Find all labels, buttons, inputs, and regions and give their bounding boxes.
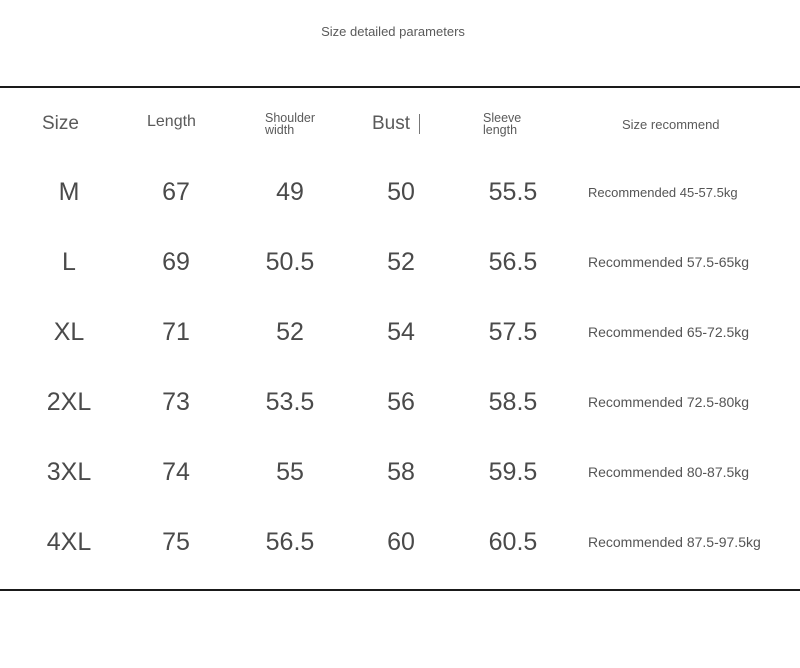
cell-size: 2XL	[46, 387, 92, 416]
cell-size: L	[62, 247, 76, 276]
cell-bust: 54	[387, 317, 415, 346]
table-row	[0, 507, 800, 577]
table-row	[0, 367, 800, 437]
cell-sleeve-length: 60.5	[488, 527, 538, 556]
header-bust	[372, 102, 420, 146]
page-title: Size detailed parameters	[321, 24, 465, 39]
cell-shoulder-width: 55	[276, 457, 304, 486]
table-row	[0, 157, 800, 227]
bottom-divider	[0, 589, 800, 591]
cell-length: 71	[162, 317, 190, 346]
cell-shoulder-width: 56.5	[265, 527, 315, 556]
header-shoulder-line1: Shoulder	[265, 111, 316, 125]
cell-recommend: Recommended 72.5-80kg	[588, 394, 750, 410]
cell-length: 75	[162, 527, 190, 556]
header-length: Length	[147, 113, 196, 130]
table-row	[0, 227, 800, 297]
cell-bust: 52	[387, 247, 415, 276]
cell-shoulder-width: 50.5	[265, 247, 315, 276]
cell-sleeve-length: 57.5	[488, 317, 538, 346]
cell-recommend: Recommended 80-87.5kg	[588, 464, 750, 480]
cell-bust: 60	[387, 527, 415, 556]
header-size: Size	[42, 113, 79, 134]
header-shoulder-width	[265, 102, 315, 146]
cell-recommend: Recommended 87.5-97.5kg	[588, 534, 761, 550]
header-bust-divider	[419, 114, 420, 134]
cell-sleeve-length: 59.5	[488, 457, 538, 486]
cell-length: 67	[162, 177, 190, 206]
table-row	[0, 437, 800, 507]
cell-sleeve-length: 58.5	[488, 387, 538, 416]
cell-shoulder-width: 49	[276, 177, 304, 206]
cell-length: 73	[162, 387, 190, 416]
cell-shoulder-width: 52	[276, 317, 304, 346]
table-header	[0, 102, 800, 146]
header-sleeve-length	[483, 102, 521, 146]
cell-bust: 56	[387, 387, 415, 416]
header-size-recommend: Size recommend	[622, 116, 720, 132]
cell-length: 69	[162, 247, 190, 276]
cell-size: 4XL	[46, 527, 92, 556]
header-shoulder-line2: width	[265, 123, 295, 137]
cell-sleeve-length: 56.5	[488, 247, 538, 276]
header-sleeve-line2: length	[483, 123, 518, 137]
cell-recommend: Recommended 45-57.5kg	[588, 184, 738, 200]
cell-shoulder-width: 53.5	[265, 387, 315, 416]
cell-size: 3XL	[46, 457, 92, 486]
size-table-body	[0, 157, 800, 577]
header-bust-label: Bust	[372, 113, 411, 134]
cell-bust: 58	[387, 457, 415, 486]
cell-size: XL	[53, 317, 85, 346]
top-divider	[0, 86, 800, 88]
cell-size: M	[58, 177, 80, 206]
cell-length: 74	[162, 457, 190, 486]
cell-recommend: Recommended 65-72.5kg	[588, 324, 750, 340]
cell-bust: 50	[387, 177, 415, 206]
cell-sleeve-length: 55.5	[488, 177, 538, 206]
header-sleeve-line1: Sleeve	[483, 111, 522, 125]
cell-recommend: Recommended 57.5-65kg	[588, 254, 750, 270]
table-row	[0, 297, 800, 367]
